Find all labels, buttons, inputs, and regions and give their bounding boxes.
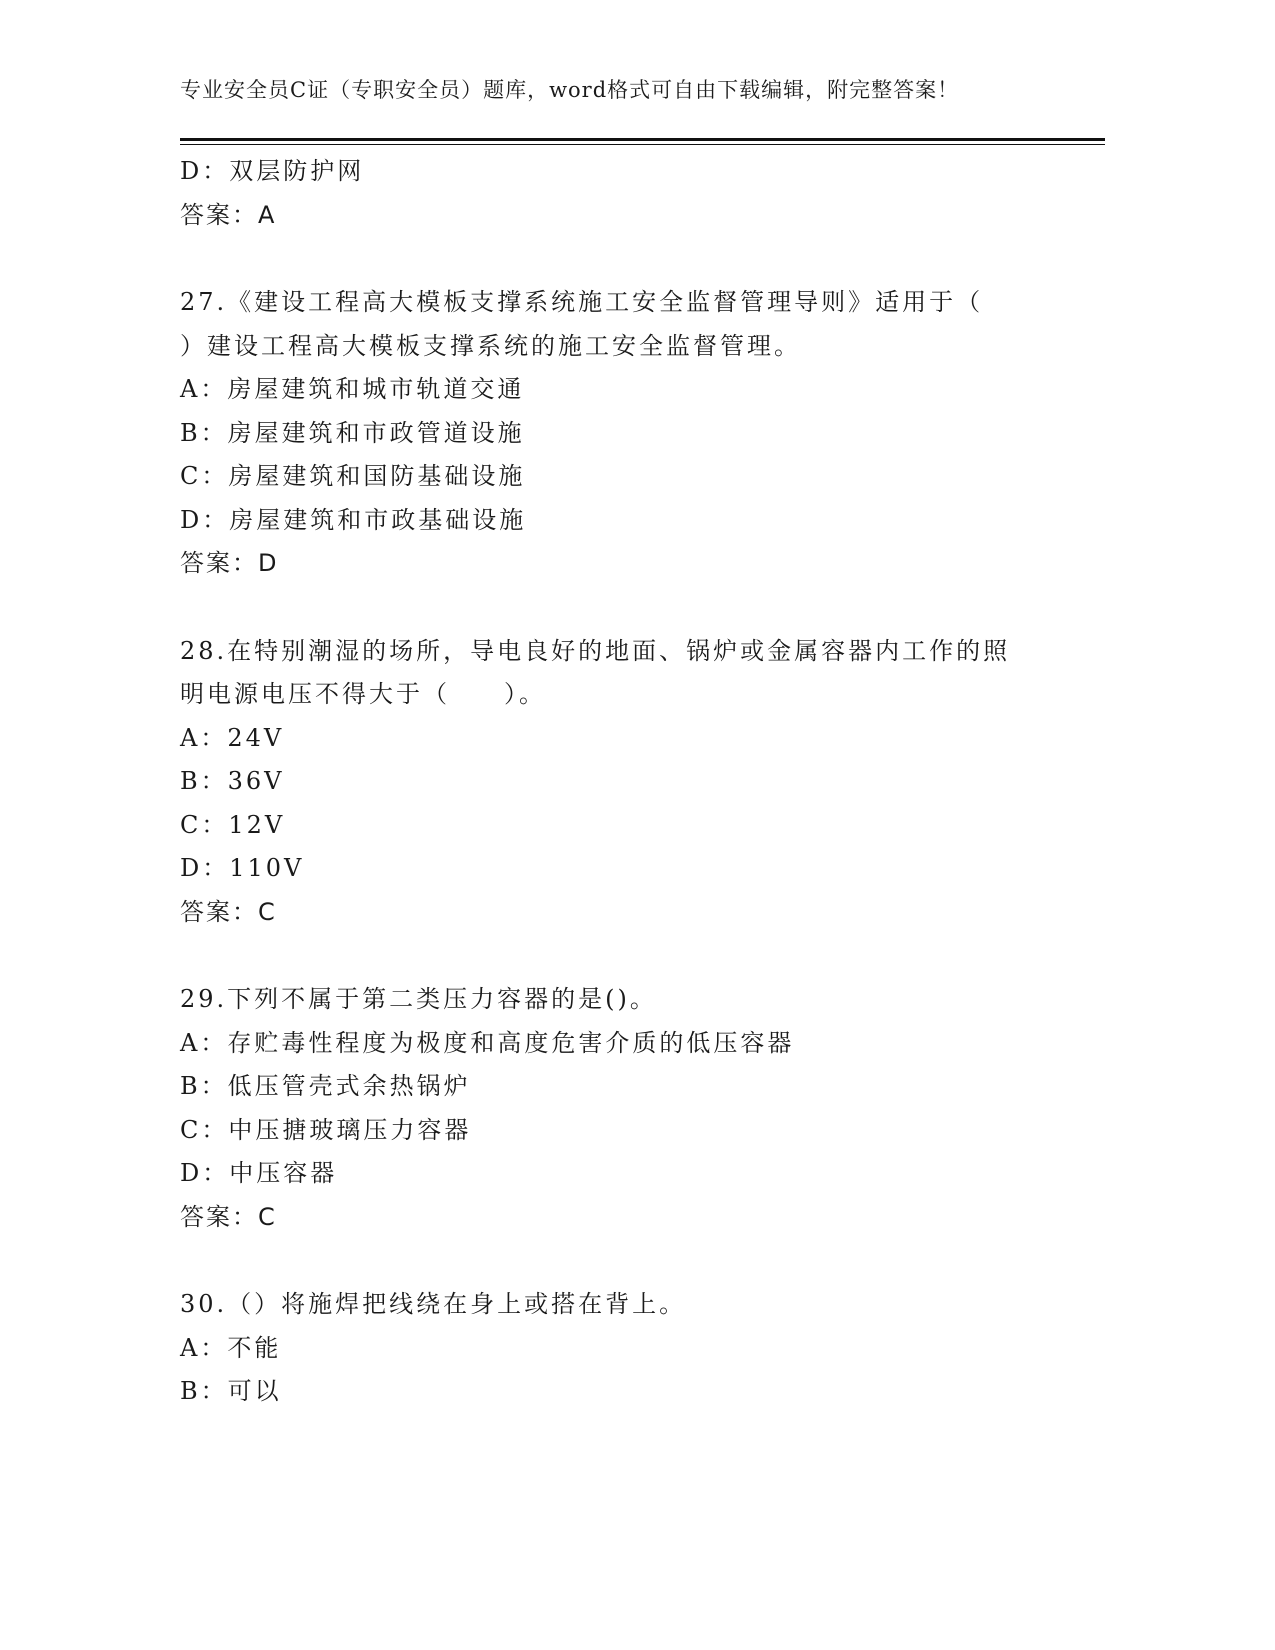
question-30 [180,1283,1080,1414]
question-stem: 27.《建设工程高大模板支撑系统施工安全监督管理导则》适用于（ [180,288,984,316]
question-29 [180,978,1080,1239]
option-b: B：36V [180,767,285,795]
spacer [180,934,1080,978]
option-d: D：房屋建筑和市政基础设施 [180,505,527,534]
question-stem: 29.下列不属于第二类压力容器的是()。 [180,985,657,1013]
option-b: B：低压管壳式余热锅炉 [180,1072,471,1100]
header-divider-thin [180,144,1105,145]
option-c: C：中压搪玻璃压力容器 [180,1115,472,1144]
option-c: C：房屋建筑和国防基础设施 [180,462,526,490]
header-divider-thick [180,138,1105,141]
spacer [180,586,1080,630]
option-a: A：存贮毒性程度为极度和高度危害介质的低压容器 [180,1028,795,1057]
question-stem-continued: 明电源电压不得大于（ ）。 [180,680,546,708]
question-stem-continued: ）建设工程高大模板支撑系统的施工安全监督管理。 [180,331,801,360]
spacer [180,1239,1080,1283]
option-d: D：110V [180,854,305,882]
option-d: D：双层防护网 [180,157,365,185]
question-28 [180,630,1080,935]
option-a: A：24V [180,723,285,752]
page-header: 专业安全员C证（专职安全员）题库，word格式可自由下载编辑，附完整答案！ [180,78,960,102]
answer-line: 答案：C [180,897,277,926]
option-d: D：中压容器 [180,1159,338,1187]
question-stem: 30.（）将施焊把线绕在身上或搭在背上。 [180,1290,687,1318]
option-b: B：可以 [180,1377,282,1405]
option-a: A：房屋建筑和城市轨道交通 [180,375,525,403]
option-a: A：不能 [180,1333,282,1362]
question-list [180,150,1080,1414]
spacer [180,237,1080,281]
answer-line: 答案：A [180,200,277,229]
answer-line: 答案：C [180,1202,277,1231]
option-b: B：房屋建筑和市政管道设施 [180,418,525,447]
question-stem: 28.在特别潮湿的场所，导电良好的地面、锅炉或金属容器内工作的照 [180,636,1011,665]
answer-line: 答案：D [180,549,279,577]
option-c: C：12V [180,810,286,839]
question-27 [180,281,1080,586]
